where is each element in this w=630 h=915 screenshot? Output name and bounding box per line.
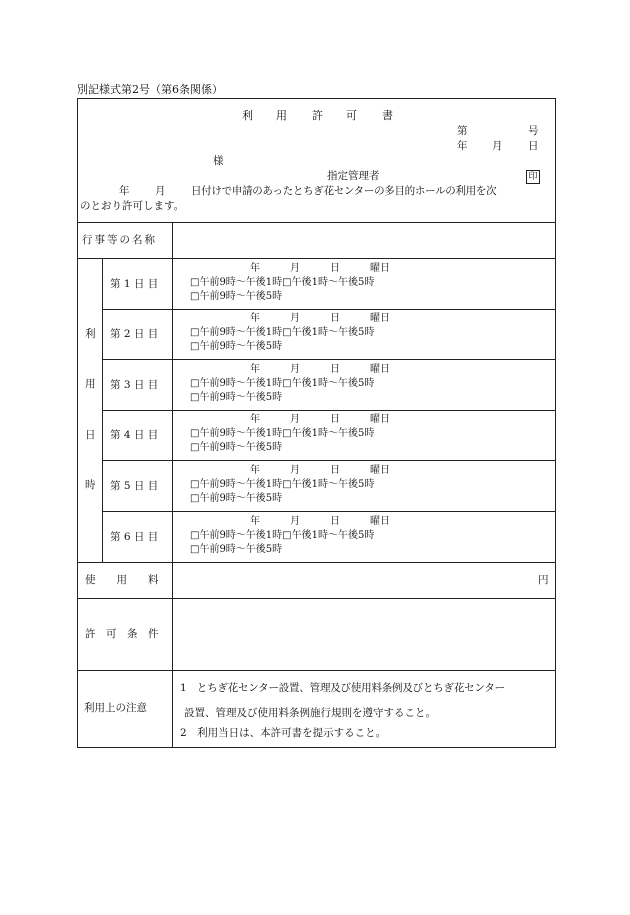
rule <box>102 359 556 360</box>
title-char: 許 <box>312 109 323 122</box>
rule <box>102 511 556 512</box>
seal-icon: 印 <box>526 170 540 184</box>
note-item: 設置、管理及び使用料条例施行規則を遵守すること。 <box>184 707 436 719</box>
intro-line2: のとおり許可します。 <box>80 200 185 212</box>
day-options: □午前9時～午後5時 <box>190 493 283 504</box>
conditions-label: 許 可 条 件 <box>85 628 159 640</box>
rule <box>77 222 556 223</box>
day-options: □午前9時～午後1時□午後1時～午後5時 <box>190 428 375 439</box>
day-date-line: 年 月 日 曜日 <box>250 364 390 375</box>
day-date-line: 年 月 日 曜日 <box>250 465 390 476</box>
rule <box>102 460 556 461</box>
title-char: 利 <box>242 109 253 122</box>
day-options: □午前9時～午後1時□午後1時～午後5時 <box>190 479 375 490</box>
notes-label: 利用上の注意 <box>84 702 147 714</box>
day-date-line: 年 月 日 曜日 <box>250 313 390 324</box>
date-year: 年 <box>457 140 468 152</box>
intro-month: 月 <box>155 185 166 197</box>
day-options: □午前9時～午後5時 <box>190 341 283 352</box>
day-options: □午前9時～午後5時 <box>190 291 283 302</box>
intro-line1: 日付けで申請のあったとちぎ花センターの多目的ホールの利用を次 <box>191 185 497 197</box>
fee-unit: 円 <box>538 574 549 586</box>
day-date-line: 年 月 日 曜日 <box>250 516 390 527</box>
form-label: 別記様式第2号（第6条関係） <box>77 83 223 96</box>
event-name-label: 行事等の名称 <box>82 234 157 246</box>
day-label: 第 1 日 目 <box>110 278 159 290</box>
recipient-suffix: 様 <box>213 155 224 167</box>
day-label: 第 2 日 目 <box>110 328 159 340</box>
intro-year: 年 <box>119 185 130 197</box>
usage-label-char: 日 <box>85 429 96 441</box>
manager-label: 指定管理者 <box>327 170 380 182</box>
day-options: □午前9時～午後1時□午後1時～午後5時 <box>190 327 375 338</box>
day-label: 第 5 日 目 <box>110 480 159 492</box>
rule <box>77 258 556 259</box>
usage-label-char: 利 <box>85 328 96 340</box>
day-options: □午前9時～午後5時 <box>190 392 283 403</box>
title-char: 書 <box>382 109 393 122</box>
rule <box>102 309 556 310</box>
day-date-line: 年 月 日 曜日 <box>250 263 390 274</box>
title-char: 可 <box>346 109 357 122</box>
rule <box>77 598 556 599</box>
note-item: 1 とちぎ花センター設置、管理及び使用料条例及びとちぎ花センター <box>180 682 505 694</box>
fee-label: 使 用 料 <box>85 574 159 586</box>
day-label: 第 6 日 目 <box>110 531 159 543</box>
rule <box>77 562 556 563</box>
rule <box>172 222 173 747</box>
day-label: 第 4 日 目 <box>110 429 159 441</box>
rule <box>102 410 556 411</box>
number-suffix: 号 <box>528 125 539 137</box>
usage-label-char: 用 <box>85 378 96 390</box>
day-date-line: 年 月 日 曜日 <box>250 414 390 425</box>
day-options: □午前9時～午後1時□午後1時～午後5時 <box>190 530 375 541</box>
day-options: □午前9時～午後5時 <box>190 442 283 453</box>
day-options: □午前9時～午後5時 <box>190 544 283 555</box>
usage-label-char: 時 <box>85 479 96 491</box>
rule <box>77 670 556 671</box>
day-label: 第 3 日 目 <box>110 379 159 391</box>
date-day: 日 <box>528 140 539 152</box>
title-char: 用 <box>276 109 287 122</box>
rule <box>102 258 103 562</box>
date-month: 月 <box>492 140 503 152</box>
day-options: □午前9時～午後1時□午後1時～午後5時 <box>190 378 375 389</box>
number-prefix: 第 <box>457 125 468 137</box>
note-item: 2 利用当日は、本許可書を提示すること。 <box>180 727 387 739</box>
day-options: □午前9時～午後1時□午後1時～午後5時 <box>190 277 375 288</box>
